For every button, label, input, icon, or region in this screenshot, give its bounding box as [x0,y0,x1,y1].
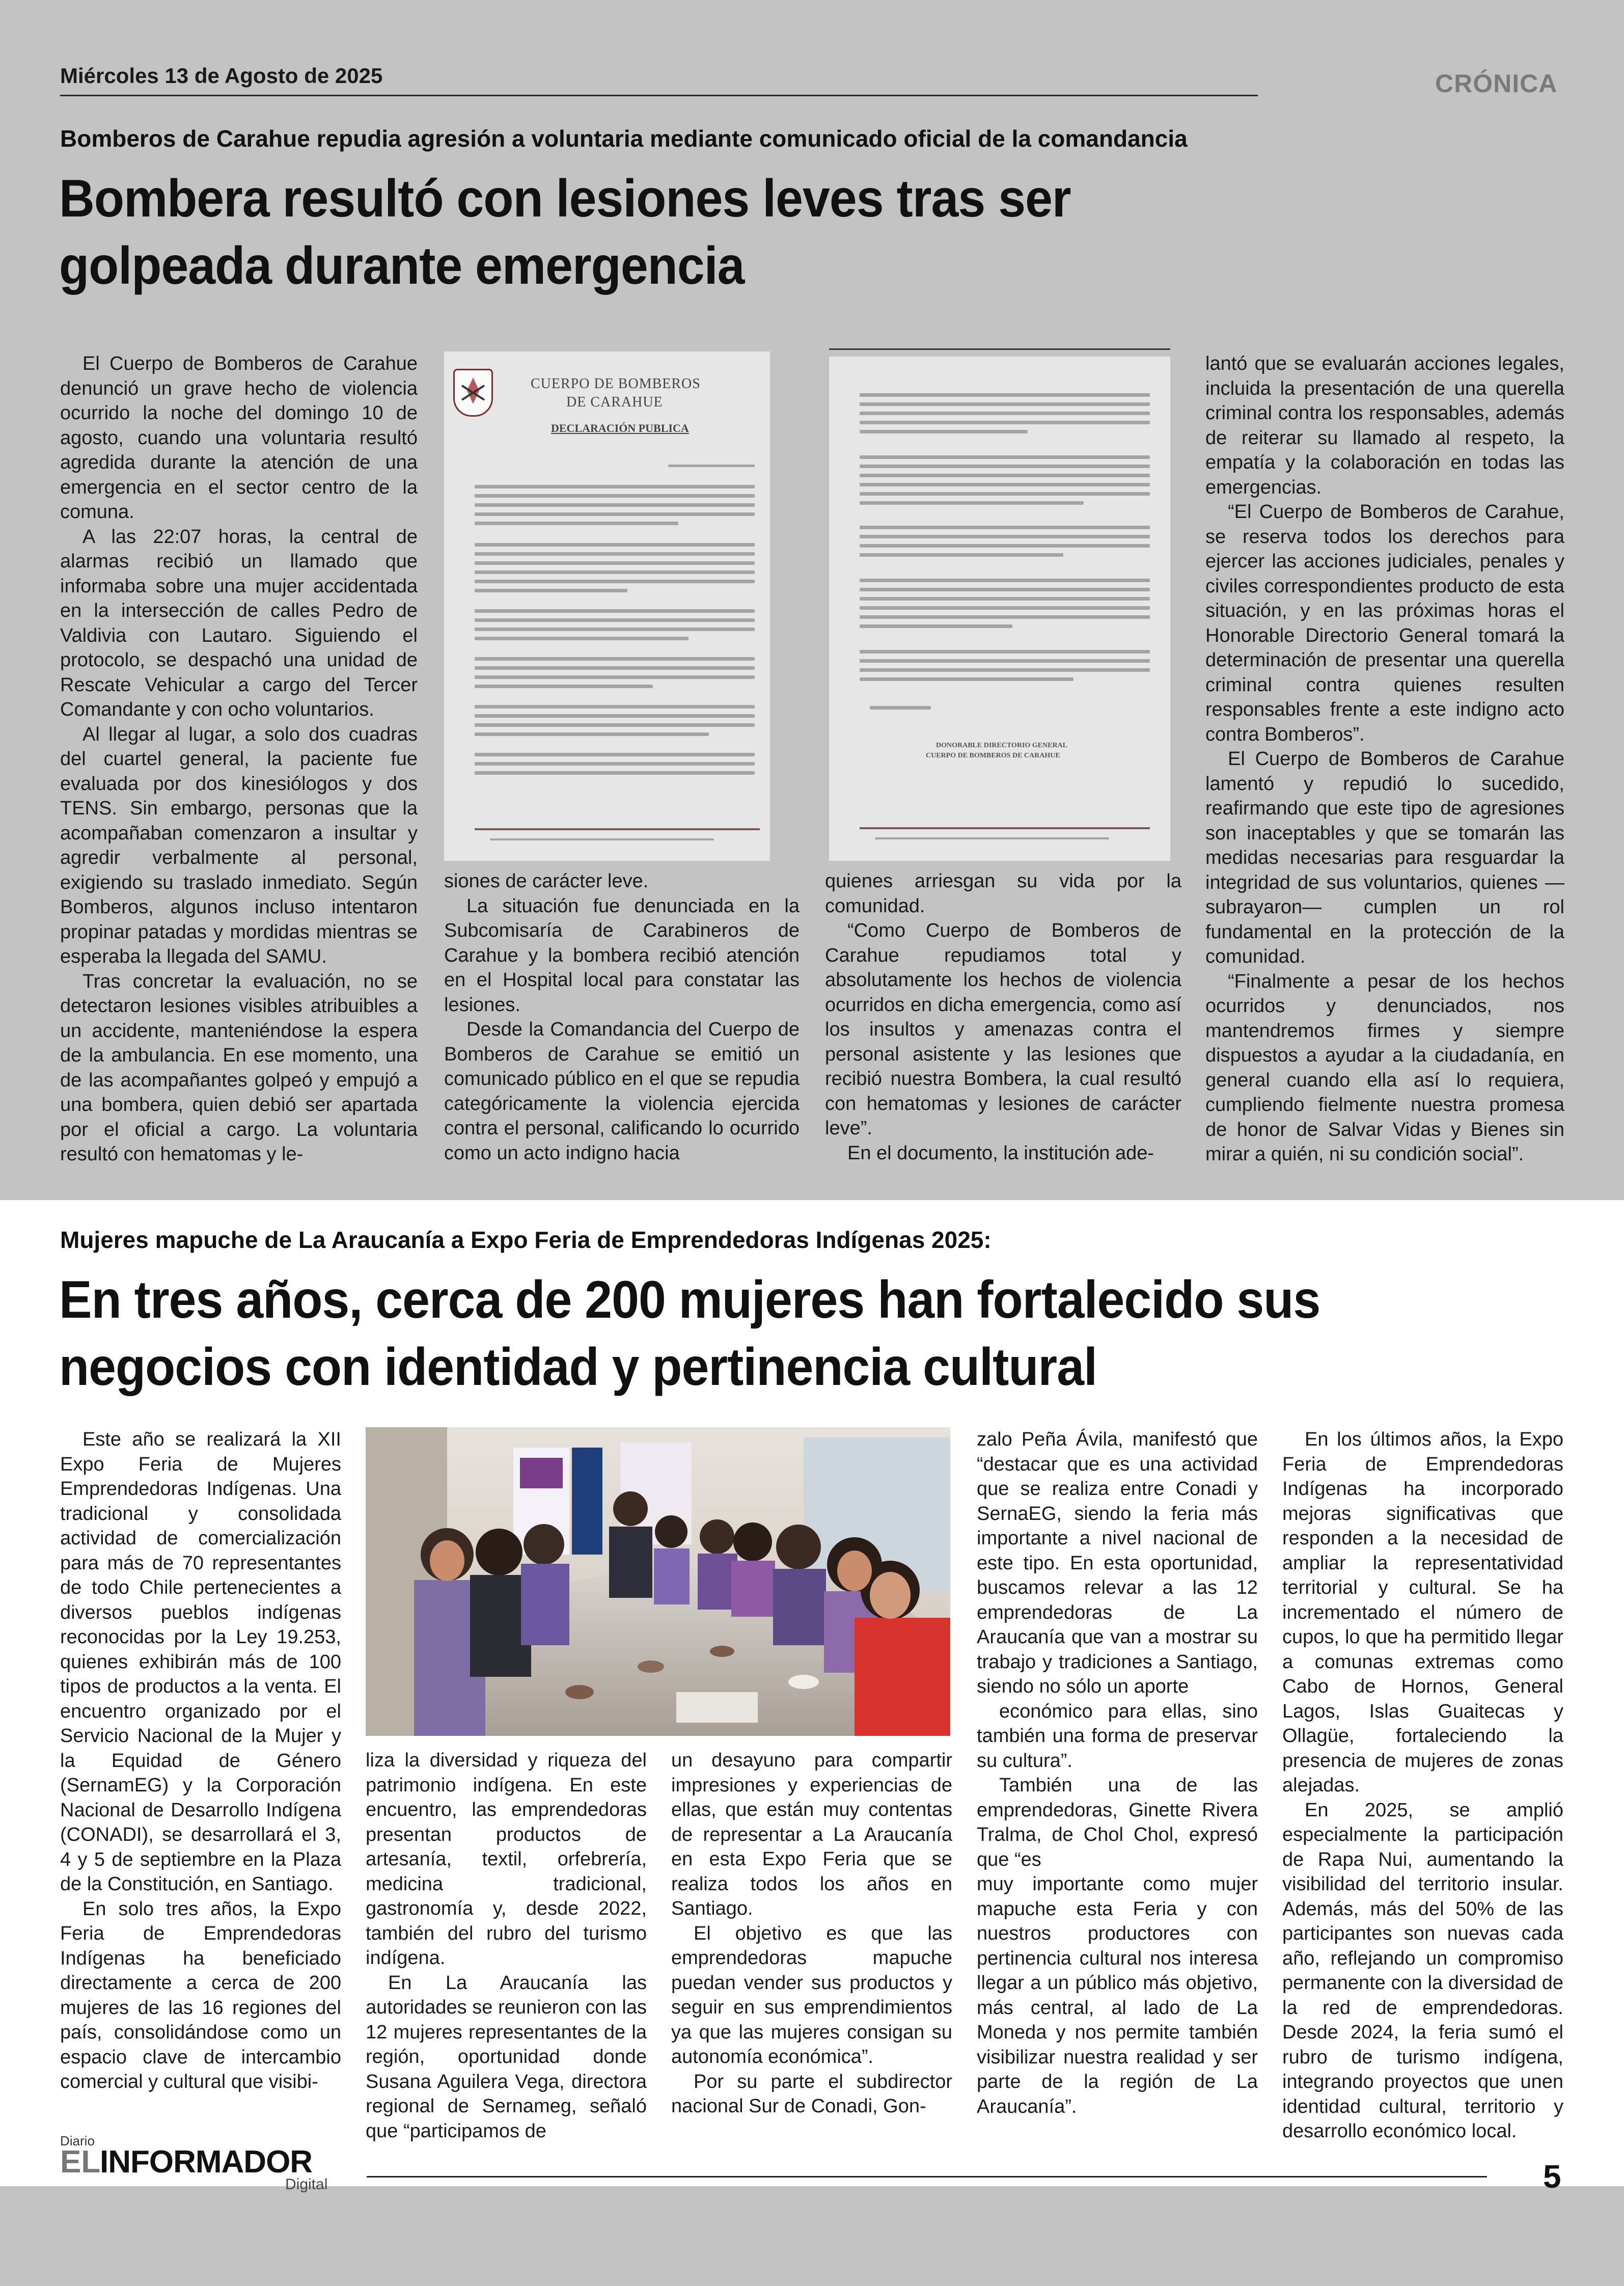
paragraph: Al llegar al lugar, a solo dos cuadras del cuartel general, la paciente fue evaluada por dos kinesiólogos y dos TENS. Sin embargo, personas que la acompañaban comenzaron a insultar y agredir verbalmente al personal, exigiendo su traslado inmediato. Según Bomberos, algunos incluso intentaron propinar patadas y mordidas mientras se esperaba la llegada del SAMU. [60,723,418,967]
public-declaration-document-image [444,351,770,861]
document-top-rule [829,348,1170,350]
article1-column-3 [825,869,1181,1165]
public-declaration-document-image-page-2 [829,357,1170,861]
paragraph: Por su parte el subdirector nacional Sur de Conadi, Gon- [671,2071,952,2117]
logo-informador: INFORMADOR [100,2144,313,2180]
logo-diario: Diario [60,2133,95,2148]
paragraph: El Cuerpo de Bomberos de Carahue lamentó y repudió lo sucedido, reafirmando que este tipo de agresiones son inaceptables y que se tomarán las medidas necesarias para resguardar la integridad de sus voluntarios, quienes —subrayaron— cumplen un rol fundamental en la protección de la comunidad. [1205,748,1564,967]
issue-date: Miércoles 13 de Agosto de 2025 [60,64,383,88]
paragraph: “Como Cuerpo de Bomberos de Carahue repudiamos total y absolutamente los hechos de violencia ocurridos en dicha emergencia, como así los insultos y amenazas contra el personal asistente y las lesiones que recibió nuestra Bombera, la cual resultó con hematomas y lesiones de carácter leve”. [825,920,1181,1139]
paragraph: En La Araucanía las autoridades se reunieron con las 12 mujeres representantes de la región, oportunidad donde Susana Aguilera Vega, directora regional de Sernameg, señaló que “participamos de [366,1972,647,2142]
paragraph: El Cuerpo de Bomberos de Carahue denunció un grave hecho de violencia ocurrido la noche del domingo 10 de agosto, cuando una voluntaria resultó agredida durante la atención de una emergencia en el sector centro de la comuna. [60,353,418,523]
paragraph: En 2025, se amplió especialmente la participación de Rapa Nui, aumentando la visibilidad del territorio insular. Además, más del 50% de las participantes son nuevas cada año, reflejando un compromiso permanente con la diversidad de la red de emprendedoras. Desde 2024, la feria sumó el rubro de turismo indígena, integrando proyectos que unen identidad cultural, territorio y desarrollo económico local. [1282,1799,1563,2142]
doc-org-title-2: DE CARAHUE [566,394,663,410]
paragraph: económico para ellas, sino también una forma de preservar su cultura”. [977,1700,1258,1772]
newspaper-logo [60,2133,345,2194]
footer-rule [367,2176,1487,2178]
paragraph: siones de carácter leve. [444,870,649,892]
paragraph: liza la diversidad y riqueza del patrimonio indígena. En este encuentro, las emprendedoras presentan productos de artesanía, textil, orfebrería, medicina tradicional, gastronomía y, desde 2022, también del rubro del turismo indígena. [366,1750,647,1969]
section-label: CRÓNICA [1435,69,1558,98]
paragraph: Desde la Comandancia del Cuerpo de Bomberos de Carahue se emitió un comunicado público en el que se repudia categóricamente la violencia ejercida contra el personal, calificando lo ocurrido como un acto indigno hacia [444,1019,800,1164]
paragraph: La situación fue denunciada en la Subcomisaría de Carabineros de Carahue y la bombera recibió atención en el Hospital local para constatar las lesiones. [444,895,800,1016]
article1-column-4 [1205,351,1564,1167]
paragraph: En los últimos años, la Expo Feria de Emprendedoras Indígenas ha incorporado mejoras significativas que responden a la necesidad de ampliar la representatividad territorial y cultural. Se ha incrementado el número de cupos, lo que ha permitido llegar a comunas extremas como Cabo de Hornos, General Lagos, Islas Guaitecas y Ollagüe, fortaleciendo la presencia de mujeres de zonas alejadas. [1282,1429,1563,1796]
paragraph: En solo tres años, la Expo Feria de Emprendedoras Indígenas ha beneficiado directamente a cerca de 200 mujeres de las 16 regiones del país, consolidándose como un espacio clave de intercambio comercial y cultural que visibi- [60,1898,341,2092]
paragraph: lantó que se evaluarán acciones legales, incluida la presentación de una querella criminal contra los responsables, además de reiterar su llamado al respeto, la empatía y la colaboración en todas las emergencias. [1205,353,1564,498]
article1-column-2 [444,869,800,1165]
paragraph: También una de las emprendedoras, Ginette Rivera Tralma, de Chol Chol, expresó que “es [977,1775,1258,1870]
header-rule [60,95,1258,96]
doc-bottom-rule [475,828,760,830]
logo-el: EL [60,2144,101,2180]
paragraph: zalo Peña Ávila, manifestó que “destacar que es una actividad que se realiza entre Conadi y SernaEG, siendo la feria más importante a nivel nacional de este tipo. En esta oportunidad, buscamos relevar a las 12 emprendedoras de La Araucanía que van a mostrar su trabajo y tradiciones a Santiago, siendo no sólo un aporte [977,1429,1258,1697]
paragraph: muy importante como mujer mapuche esta Feria y con nuestros productores con pertinencia cultural nos interesa llegar a un público más objetivo, más central, al lado de La Moneda y nos permite también visibilizar nuestra realidad y ser parte de la región de La Araucanía”. [977,1873,1258,2117]
doc-heading: DECLARACIÓN PUBLICA [551,422,689,434]
article1-kicker: Bomberos de Carahue repudia agresión a voluntaria mediante comunicado oficial de la comandancia [60,125,1188,152]
page-number: 5 [1543,2158,1561,2195]
doc-bottom-rule [860,827,1150,829]
doc-signature-2: CUERPO DE BOMBEROS DE CARAHUE [926,752,1060,759]
doc-org-title-1: CUERPO DE BOMBEROS [531,376,701,392]
article2-column-1 [60,1427,341,2094]
article1-column-1 [60,351,418,1167]
article2-column-4 [977,1427,1258,2119]
paragraph: El objetivo es que las emprendedoras mapuche puedan vender sus productos y seguir en sus emprendimientos ya que las mujeres consigan su autonomía económica”. [671,1922,952,2067]
article2-kicker: Mujeres mapuche de La Araucanía a Expo Feria de Emprendedoras Indígenas 2025: [60,1227,992,1253]
paragraph: En el documento, la institución ade- [847,1142,1154,1164]
paragraph: Tras concretar la evaluación, no se detectaron lesiones visibles atribuibles a un accidente, manteniéndose la espera de la ambulancia. En ese momento, una de las acompañantes golpeó y empujó a una bombera, quien debió ser apartada por el oficial a cargo. La voluntaria resultó con hematomas y le- [60,970,418,1165]
paragraph: un desayuno para compartir impresiones y experiencias de ellas, que están muy contentas de representar a La Araucanía en esta Expo Feria que se realiza todos los años en Santiago. [671,1750,952,1919]
logo-digital: Digital [285,2176,328,2193]
doc-signature-1: DONORABLE DIRECTORIO GENERAL [936,742,1068,749]
paragraph: “Finalmente a pesar de los hechos ocurridos y denunciados, nos mantendremos firmes y siempre dispuestos a ayudar a la ciudadanía, en general cuando ella así lo requiera, cumpliendo fielmente nuestra promesa de honor de Salvar Vidas y Bienes sin mirar a quién, ni su condición social”. [1205,970,1564,1165]
paragraph: quienes arriesgan su vida por la comunidad. [825,870,1181,917]
paragraph: A las 22:07 horas, la central de alarmas recibió un llamado que informaba sobre una mujer accidentada en la intersección de calles Pedro de Valdivia con Lautaro. Siguiendo el protocolo, se despachó una unidad de Rescate Vehicular a cargo del Tercer Comandante y con ocho voluntarios. [60,526,418,720]
article2-headline: En tres años, cerca de 200 mujeres han fortalecido sus negocios con identidad y pertinencia cultural [59,1270,1320,1397]
paragraph: “El Cuerpo de Bomberos de Carahue, se reserva todos los derechos para ejercer las acciones judiciales, penales y civiles correspondientes producto de esta situación, y en las próximas horas el Honorable Directorio General tomará la determinación de presentar una querella criminal contra quienes resulten responsables frente a este indigno acto contra Bomberos”. [1205,501,1564,745]
article2-column-2 [366,1748,647,2143]
article1-headline: Bombera resultó con lesiones leves tras ser golpeada durante emergencia [59,169,1071,295]
fire-department-crest-icon [453,369,493,417]
paragraph: Este año se realizará la XII Expo Feria de Mujeres Emprendedoras Indígenas. Una tradicional y consolidada actividad de comercialización para más de 70 representantes de todo Chile pertenecientes a diversos pueblos indígenas reconocidas por la Ley 19.253, quienes exhibirán más de 100 tipos de productos a la venta. El encuentro organizado por el Servicio Nacional de la Mujer y la Equidad de Género (SernamEG) y la Corporación Nacional de Desarrollo Indígena (CONADI), se desarrollará el 3, 4 y 5 de septiembre en la Plaza de la Constitución, en Santiago. [60,1429,341,1895]
article2-column-3 [671,1748,952,2119]
women-entrepreneurs-breakfast-photo [366,1427,950,1736]
article2-column-5 [1282,1427,1563,2144]
